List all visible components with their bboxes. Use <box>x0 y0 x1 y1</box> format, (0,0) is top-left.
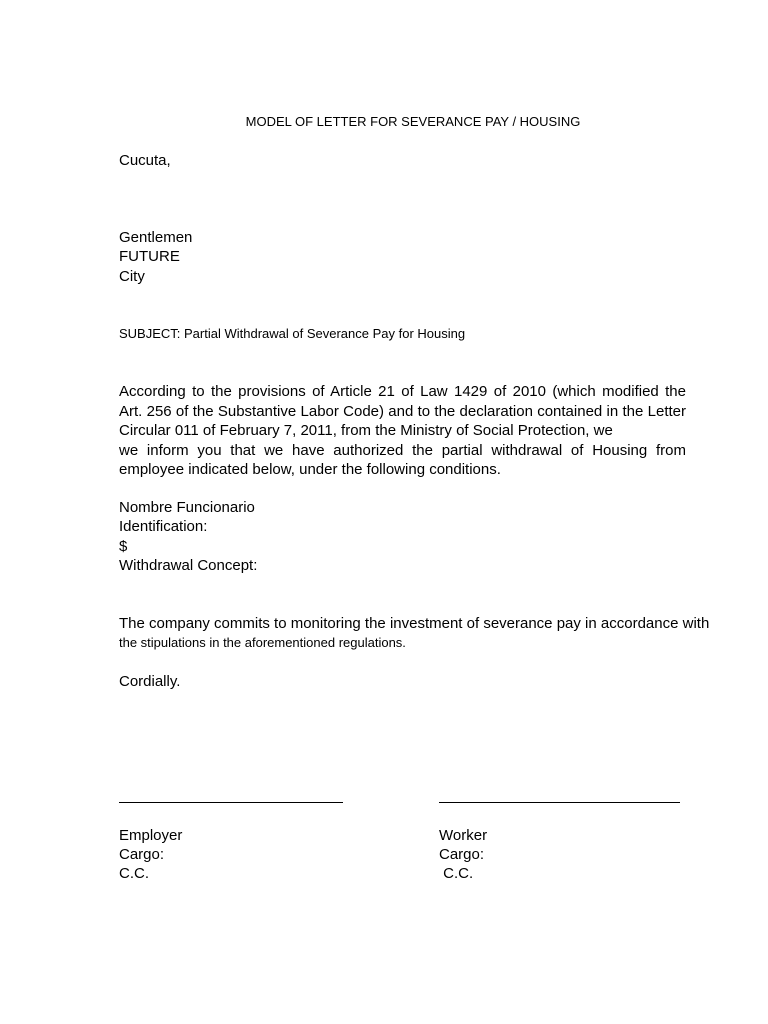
recipient-line-2: FUTURE <box>119 248 180 265</box>
intro-line: we inform you that we have authorized the partial withdrawal of Housing from <box>119 441 686 459</box>
employer-signature-line <box>119 802 343 803</box>
intro-line: employee indicated below, under the following conditions. <box>119 461 501 478</box>
intro-line: According to the provisions of Article 21 of Law 1429 of 2010 (which modified the <box>119 383 686 400</box>
worker-cargo: Cargo: <box>439 846 485 863</box>
recipient-line-3: City <box>119 268 145 285</box>
field-name: Nombre Funcionario <box>119 499 255 516</box>
intro-line: Circular 011 of February 7, 2011, from the Ministry of Social Protection, we <box>119 422 613 439</box>
field-identification: Identification: <box>119 518 208 535</box>
recipient-line-1: Gentlemen <box>119 229 193 246</box>
intro-line: Art. 256 of the Substantive Labor Code) and to the declaration contained in the Letter <box>119 402 686 420</box>
commitment-line-1: The company commits to monitoring the investment of severance pay in accordance with <box>119 615 710 632</box>
commitment-line-2: the stipulations in the aforementioned regulations. <box>119 635 406 650</box>
subject-line: SUBJECT: Partial Withdrawal of Severance Pay for Housing <box>119 326 466 341</box>
worker-cc: C.C. <box>439 865 474 882</box>
worker-signature-line <box>439 802 680 803</box>
field-concept: Withdrawal Concept: <box>119 557 258 574</box>
employer-cargo: Cargo: <box>119 846 165 863</box>
document-title: MODEL OF LETTER FOR SEVERANCE PAY / HOUSING <box>245 114 581 129</box>
employer-role: Employer <box>119 827 183 844</box>
intro-paragraph <box>119 382 686 480</box>
closing-text: Cordially. <box>119 673 181 690</box>
employer-cc: C.C. <box>119 865 149 882</box>
worker-role: Worker <box>439 827 488 844</box>
letter-place: Cucuta, <box>119 152 171 169</box>
field-amount: $ <box>119 538 128 555</box>
